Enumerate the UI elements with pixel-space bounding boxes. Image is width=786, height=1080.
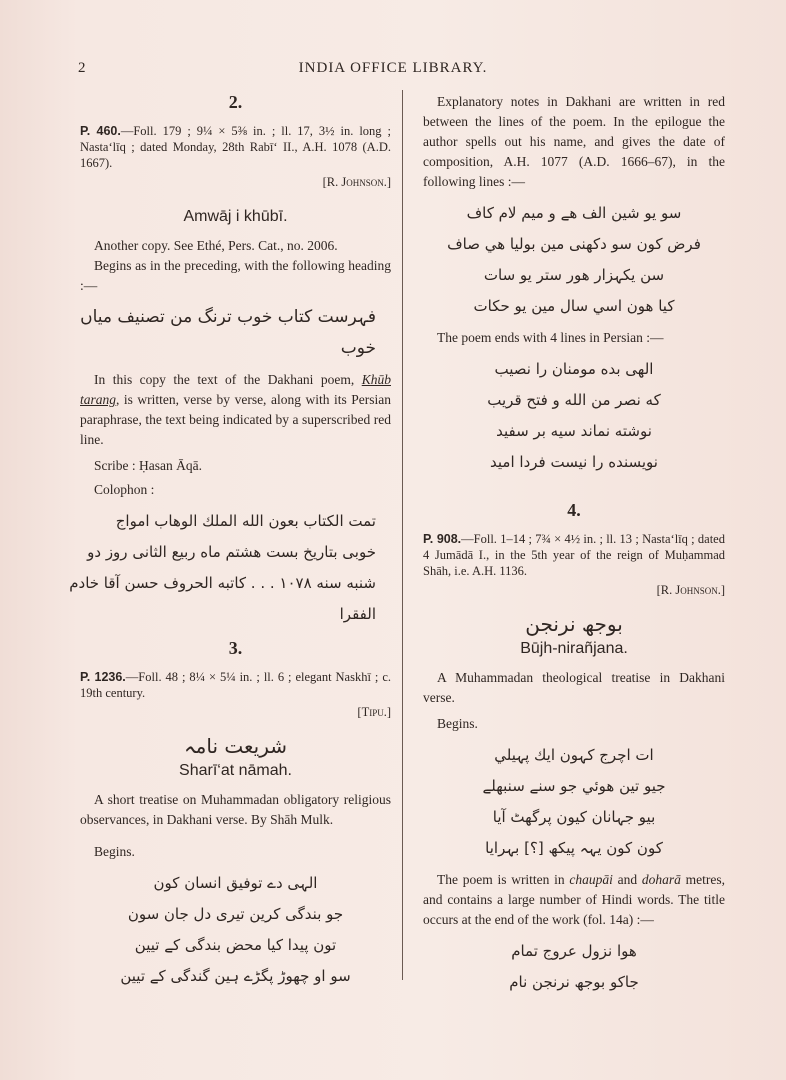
colophon-line: خوبی بتاریخ بست هشتم ماه ربیع الثانی روز دو: [87, 543, 376, 561]
entry-3-ref-label: P. 1236.: [80, 670, 126, 684]
para-2-a: The poem is written in: [437, 872, 565, 887]
verse-line: کون کون یہہ پیکھ [؟] بہرایا: [485, 839, 663, 857]
entry-4-number: 4.: [567, 500, 581, 520]
entry-3-reference: [80, 669, 391, 701]
entry-2-colophon-label: Colophon :: [94, 482, 155, 497]
heading-line: فہرست کتاب خوب ترنگ من تصنیف میاں: [80, 307, 376, 327]
right-verse-1: [423, 198, 725, 322]
verse-line: الهی بده مومنان را نصیب: [494, 360, 654, 378]
page-number: 2: [78, 60, 86, 76]
entry-2-para-3: [80, 370, 391, 450]
entry-4-title: Būjh-nirañjana.: [520, 640, 628, 657]
entry-3-title-arabic: شریعت نامہ: [183, 734, 288, 758]
entry-2-heading-verse: [80, 302, 382, 364]
entry-2-number: 2.: [228, 92, 243, 112]
entry-3-verse: [80, 868, 391, 992]
entry-3-attribution: [Tipu.]: [357, 705, 391, 719]
entry-3-title: Sharī‘at nāmah.: [179, 762, 292, 779]
right-verse-2: [423, 354, 725, 478]
verse-line: سن یکہزار هور ستر یو سات: [483, 266, 665, 284]
verse-line: هوا نزول عروج تمام: [511, 942, 637, 960]
entry-4-ref-label: P. 908.: [423, 532, 462, 546]
colophon-line: تمت الکتاب بعون الله الملك الوهاب امواج: [115, 512, 376, 530]
verse-line: سو یو شین الف هے و میم لام کاف: [466, 204, 682, 222]
entry-3-number: 3.: [228, 638, 243, 658]
verse-line: تون پیدا کیا محض بندگی کے تیین: [134, 936, 337, 954]
entry-2-scribe: Scribe : Ḥasan Āqā.: [94, 458, 202, 473]
verse-line: ات اچرج کہون ایك پہیلي: [494, 746, 654, 764]
right-column: [423, 92, 725, 1004]
verse-line: جاکو بوجھ نرنجن نام: [509, 973, 639, 991]
verse-line: الہی دے توفیق انسان کون: [153, 874, 318, 892]
entry-2-colophon: [69, 506, 382, 630]
entry-4-reference: [423, 531, 725, 579]
para-2-b: and: [617, 872, 638, 887]
para-2-chaupai: chaupāi: [569, 872, 613, 887]
entry-3-para-1: A short treatise on Muhammadan obligatory religious observances, in Dakhani verse. By Shāh Mulk.: [80, 792, 391, 827]
entry-4-verse-end: [423, 936, 725, 998]
running-title: INDIA OFFICE LIBRARY.: [298, 60, 488, 76]
verse-line: که نصر من الله و فتح قریب: [487, 391, 661, 409]
column-divider: [402, 90, 403, 980]
right-para-2: The poem ends with 4 lines in Persian :—: [437, 330, 664, 345]
para-2-c: metres, and contains a large number of Hindi words. The title occurs at the end of the work (fol. 14a) :—: [423, 872, 725, 927]
right-para-1: Explanatory notes in Dakhani are written in red between the lines of the poem. In the epilogue the author spells out his name, and gives the date of composition, A.H. 1077 (A.D. 1666–67), in the following lines :—: [423, 94, 725, 189]
verse-line: بیو جہانان کیون پرگھٹ آیا: [492, 808, 656, 826]
colophon-line: الفقرا: [339, 605, 376, 623]
verse-line: نوشته نماند سیه بر سفید: [496, 422, 652, 440]
verse-line: جیو تین هوئي جو سنے سنبھلے: [482, 777, 666, 795]
verse-line: کیا هون اسي سال مین یو حکات: [473, 297, 675, 315]
entry-4-title-arabic: بوجھ نرنجن: [525, 612, 623, 636]
entry-2-ref-details: —Foll. 179 ; 9¼ × 5⅜ in. ; ll. 17, 3½ in. long ; Nasta‘līq ; dated Monday, 28th Rabī‘ II., A.H. 1078 (A.D. 1667).: [80, 124, 391, 170]
para-2-dohara: doharā: [641, 872, 681, 887]
para-3-post: , is written, verse by verse, along with its Persian paraphrase, the text being indicated by a superscribed red line.: [80, 392, 391, 447]
entry-4-para-1: A Muhammadan theological treatise in Dakhani verse.: [423, 670, 725, 705]
colophon-line: شنبه سنه ۱۰۷۸ . . . کاتبه الحروف حسن آقا خادم: [69, 574, 376, 592]
entry-2-title: Amwāj i khūbī.: [183, 208, 288, 225]
entry-3-begins: Begins.: [94, 844, 135, 859]
entry-2-reference: [80, 123, 391, 171]
entry-3-ref-details: —Foll. 48 ; 8¼ × 5¼ in. ; ll. 6 ; elegant Naskhī ; c. 19th century.: [80, 670, 392, 700]
para-3-italic: Khūb tarang: [80, 372, 391, 407]
entry-2-para-1: Another copy. See Ethé, Pers. Cat., no. 2006.: [94, 238, 338, 253]
verse-line: جو بندگی کرین تیری دل جان سون: [127, 905, 344, 923]
entry-2-attribution: [R. Johnson.]: [322, 175, 391, 189]
verse-line: سو او چھوڑ پگڑے ہین گندگی کے تیین: [120, 967, 351, 985]
entry-4-verse: [423, 740, 725, 864]
entry-2-ref-label: P. 460.: [80, 124, 121, 138]
heading-line: خوب: [340, 338, 376, 358]
entry-4-para-2: [423, 870, 725, 930]
entry-4-attribution: [R. Johnson.]: [656, 583, 725, 597]
left-column: [69, 92, 392, 998]
verse-line: فرض کون سو دکھنی مین بولیا هي صاف: [447, 235, 701, 253]
entry-4-ref-details: —Foll. 1–14 ; 7¾ × 4½ in. ; ll. 13 ; Nasta‘līq ; dated 4 Jumādā I., in the 5th year of the reign of Muḥammad Shāh, i.e. A.H. 1136.: [423, 532, 725, 578]
entry-2-para-2: Begins as in the preceding, with the following heading :—: [80, 258, 391, 293]
entry-4-begins: Begins.: [437, 716, 478, 731]
verse-line: نویسنده را نیست فردا امید: [490, 453, 658, 471]
para-3-pre: In this copy the text of the Dakhani poem,: [94, 372, 355, 387]
